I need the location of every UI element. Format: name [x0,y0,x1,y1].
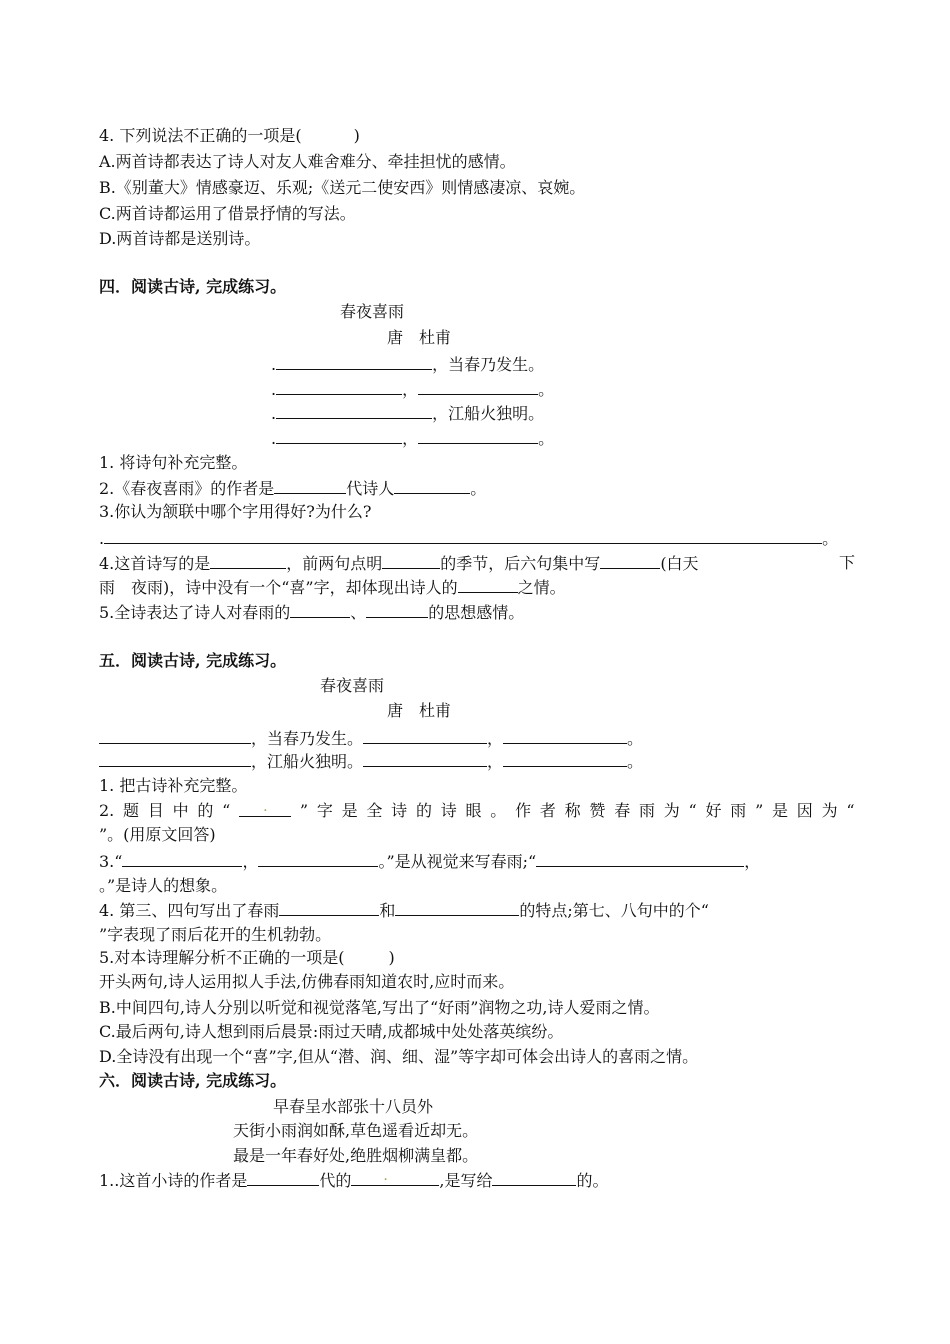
green-dot-mark: . [263,799,268,815]
s4-heading: 四．阅读古诗, 完成练习。 [99,277,287,296]
s4-q3-answer-line: . 。 [99,529,839,548]
s5-question-2-cont: ”。(用原文回答) [99,825,216,844]
s5-blank-6[interactable] [503,751,627,767]
s6-poem-line-2: 最是一年春好处,绝胜烟柳满皇都。 [233,1146,479,1165]
s4-blank-2[interactable] [276,379,402,395]
s5-q4-blank-1[interactable] [279,900,379,916]
s6-poem-title: 早春呈水部张十八员外 [273,1097,434,1116]
s4-q4-blank-3[interactable] [600,553,660,569]
s5-option-a: 开头两句,诗人运用拟人手法,仿佛春雨知道农时,应时而来。 [99,972,515,991]
s4-q2-blank-dynasty[interactable] [274,478,346,494]
s4-poem-line-1: . ，当春乃发生。 [271,355,545,374]
s4-question-2: 2.《春夜喜雨》的作者是 代诗人 。 [99,479,487,498]
s5-q3-blank-1[interactable] [122,851,242,867]
s4-poem-title: 春夜喜雨 [340,302,405,321]
s5-question-1: 1. 把古诗补充完整。 [99,776,248,795]
q3-option-b: B.《别董大》情感豪迈、乐观;《送元二使安西》则情感凄凉、哀婉。 [99,178,586,197]
s4-question-3: 3.你认为颔联中哪个字用得好?为什么? [99,502,372,521]
s5-blank-2[interactable] [363,728,487,744]
s4-q5-blank-2[interactable] [366,602,428,618]
s5-question-3-cont: 。”是诗人的想象。 [99,876,228,895]
s6-question-1: 1..这首小诗的作者是 代的 . ,是写给 的。 [99,1168,609,1190]
s4-q4-blank-4[interactable] [458,577,518,593]
s5-question-4: 4. 第三、四句写出了春雨 和 的特点;第七、八句中的个“ [99,901,709,920]
s4-blank-4[interactable] [276,403,432,419]
s5-poem-title: 春夜喜雨 [320,676,385,695]
s4-poem-line-2: . ， 。 [271,380,555,399]
s6-heading: 六．阅读古诗, 完成练习。 [99,1071,287,1090]
s5-blank-3[interactable] [503,728,627,744]
s6-poem-line-1: 天街小雨润如酥,草色遥看近却无。 [233,1121,479,1140]
s4-poem-line-3: . ，江船火独明。 [271,404,545,423]
s4-question-4-cont: 雨 夜雨)，诗中没有一个“喜”字，却体现出诗人的 之情。 [99,578,566,597]
s5-question-2: 2. 题 目 中 的 “ . ” 字 是 全 诗 的 诗 眼 。 作 者 称 赞 春 雨 为 “ 好 雨 ” 是 因 为 “ [99,799,855,820]
s5-blank-4[interactable] [99,751,251,767]
s5-blank-5[interactable] [363,751,487,767]
s4-poem-line-4: . ， 。 [271,429,555,448]
s6-q1-blank-3[interactable] [492,1170,576,1186]
s5-blank-1[interactable] [99,728,251,744]
q3-option-c: C.两首诗都运用了借景抒情的写法。 [99,204,356,223]
s5-q3-blank-2[interactable] [258,851,378,867]
s5-option-b: B.中间四句,诗人分别以听觉和视觉落笔,写出了“好雨”润物之功,诗人爱雨之情。 [99,998,660,1017]
s5-question-5: 5.对本诗理解分析不正确的一项是( ) [99,948,395,967]
s4-q4-blank-1[interactable] [210,553,286,569]
s5-q2-blank[interactable] [239,801,291,817]
q3-question-4: 4. 下列说法不正确的一项是( ) [99,126,360,145]
s5-question-3: 3.“ ， 。”是从视觉来写春雨;“ ， [99,852,761,871]
s4-blank-6[interactable] [418,428,538,444]
q3-option-d: D.两首诗都是送别诗。 [99,229,261,248]
s5-poem-line-2: ，江船火独明。 ， 。 [99,751,643,772]
s5-option-c: C.最后两句,诗人想到雨后晨景:雨过天晴,成都城中处处落英缤纷。 [99,1022,564,1041]
s6-q1-blank-2[interactable] [351,1170,439,1186]
s6-q1-blank-1[interactable] [247,1170,319,1186]
q3-option-a: A.两首诗都表达了诗人对友人难舍难分、牵挂担忧的感情。 [99,152,516,171]
s4-q2-blank-poet[interactable] [394,478,470,494]
s5-poem-author: 唐 杜甫 [387,701,452,720]
s4-q3-blank[interactable] [104,528,822,544]
s4-question-5: 5.全诗表达了诗人对春雨的 、 的思想感情。 [99,603,525,622]
s4-q5-blank-1[interactable] [290,602,350,618]
s4-question-1: 1. 将诗句补充完整。 [99,453,248,472]
s5-option-d: D.全诗没有出现一个“喜”字,但从“潜、润、细、湿”等字却可体会出诗人的喜雨之情。 [99,1047,699,1066]
s5-poem-line-1: ，当春乃发生。 ， 。 [99,728,643,749]
green-dot-mark: . [383,1168,388,1184]
s4-q4-blank-2[interactable] [382,553,440,569]
s5-question-4-cont: ”字表现了雨后花开的生机勃勃。 [99,925,332,944]
s4-blank-5[interactable] [276,428,402,444]
s4-blank-3[interactable] [418,379,538,395]
s4-poem-author: 唐 杜甫 [387,328,452,347]
s5-q3-blank-3[interactable] [536,851,744,867]
s4-question-4: 4.这首诗写的是 ，前两句点明 的季节，后六句集中写 (白天 下 [99,553,855,573]
s4-blank-1[interactable] [276,354,432,370]
s5-heading: 五．阅读古诗, 完成练习。 [99,651,287,670]
s5-q4-blank-2[interactable] [395,900,519,916]
